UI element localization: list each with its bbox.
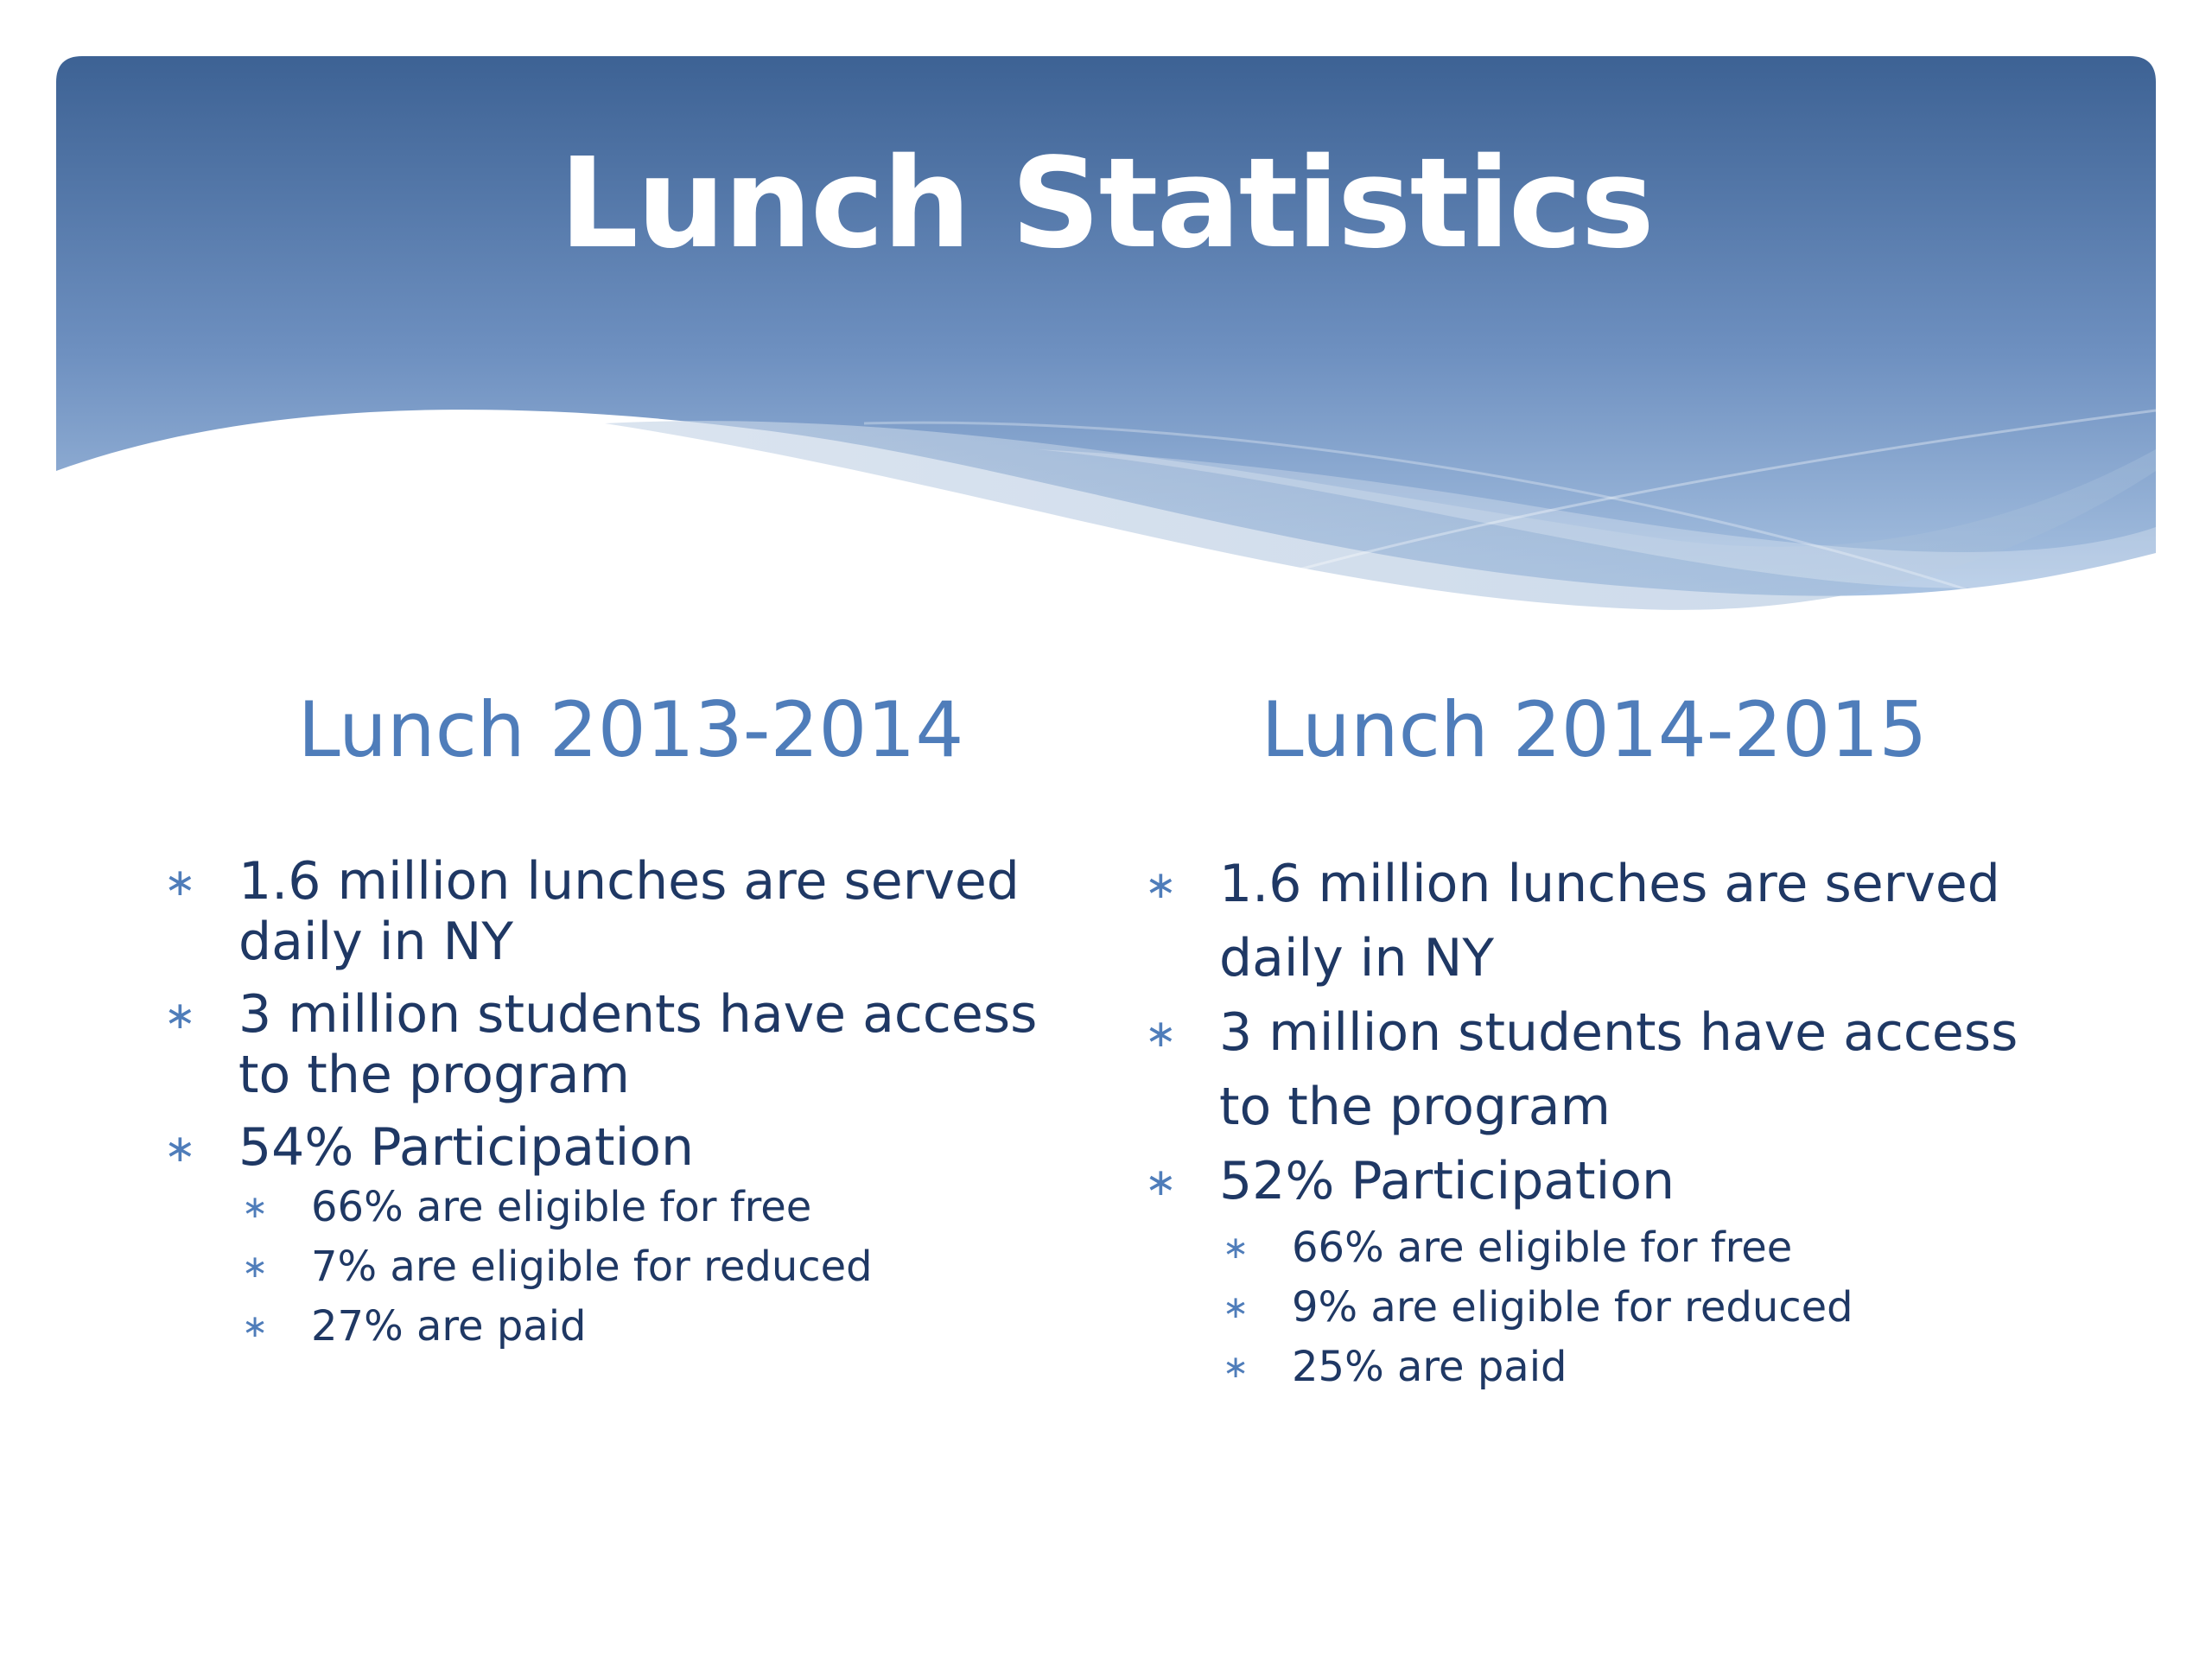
asterisk-icon: ∗ <box>164 1127 196 1171</box>
sub-list-item-text: 25% are paid <box>1292 1343 1567 1391</box>
asterisk-icon: ∗ <box>164 994 196 1038</box>
list-item-text: 3 million students have access to the program <box>1219 1002 2018 1137</box>
sub-list-item-text: 66% are eligible for free <box>1292 1224 1793 1272</box>
asterisk-icon: ∗ <box>1223 1350 1249 1385</box>
bullet-list-2013-2014 <box>164 851 1063 1357</box>
bullet-list-2014-2015 <box>1145 847 2061 1397</box>
list-item <box>1145 1144 2061 1218</box>
sub-list-item-text: 27% are paid <box>311 1302 587 1351</box>
sub-list-item-text: 9% are eligible for reduced <box>1292 1283 1853 1332</box>
slide-title: Lunch Statistics <box>559 130 1653 276</box>
asterisk-icon: ∗ <box>1145 863 1177 907</box>
list-item <box>1145 995 2061 1144</box>
sub-list-item <box>164 1297 1063 1357</box>
list-item-text: 1.6 million lunches are served daily in NY <box>238 851 1020 972</box>
sub-list-item <box>164 1178 1063 1237</box>
column-heading-2014-2015: Lunch 2014-2015 <box>1261 685 1928 774</box>
header-wave-banner <box>0 0 2212 639</box>
list-item-text: 54% Participation <box>238 1117 694 1178</box>
asterisk-icon: ∗ <box>242 1249 269 1285</box>
asterisk-icon: ∗ <box>1223 1230 1249 1266</box>
list-item <box>1145 847 2061 995</box>
sub-list-item <box>1145 1278 2061 1338</box>
list-item <box>164 984 1063 1105</box>
asterisk-icon: ∗ <box>1223 1290 1249 1325</box>
list-item <box>164 851 1063 972</box>
asterisk-icon: ∗ <box>1145 1012 1177 1056</box>
sub-list-item <box>1145 1218 2061 1278</box>
list-item-text: 52% Participation <box>1219 1151 1675 1211</box>
list-item-text: 1.6 million lunches are served daily in NY <box>1219 854 2000 988</box>
asterisk-icon: ∗ <box>1145 1160 1177 1205</box>
sub-list-item-text: 7% are eligible for reduced <box>311 1243 873 1291</box>
sub-list-item <box>1145 1338 2061 1397</box>
list-item-text: 3 million students have access to the program <box>238 984 1038 1105</box>
sub-list-item-text: 66% are eligible for free <box>311 1183 812 1231</box>
column-heading-2013-2014: Lunch 2013-2014 <box>297 685 964 774</box>
sub-list-item <box>164 1237 1063 1297</box>
asterisk-icon: ∗ <box>164 861 196 905</box>
list-item <box>164 1117 1063 1178</box>
asterisk-icon: ∗ <box>242 1190 269 1225</box>
asterisk-icon: ∗ <box>242 1309 269 1344</box>
